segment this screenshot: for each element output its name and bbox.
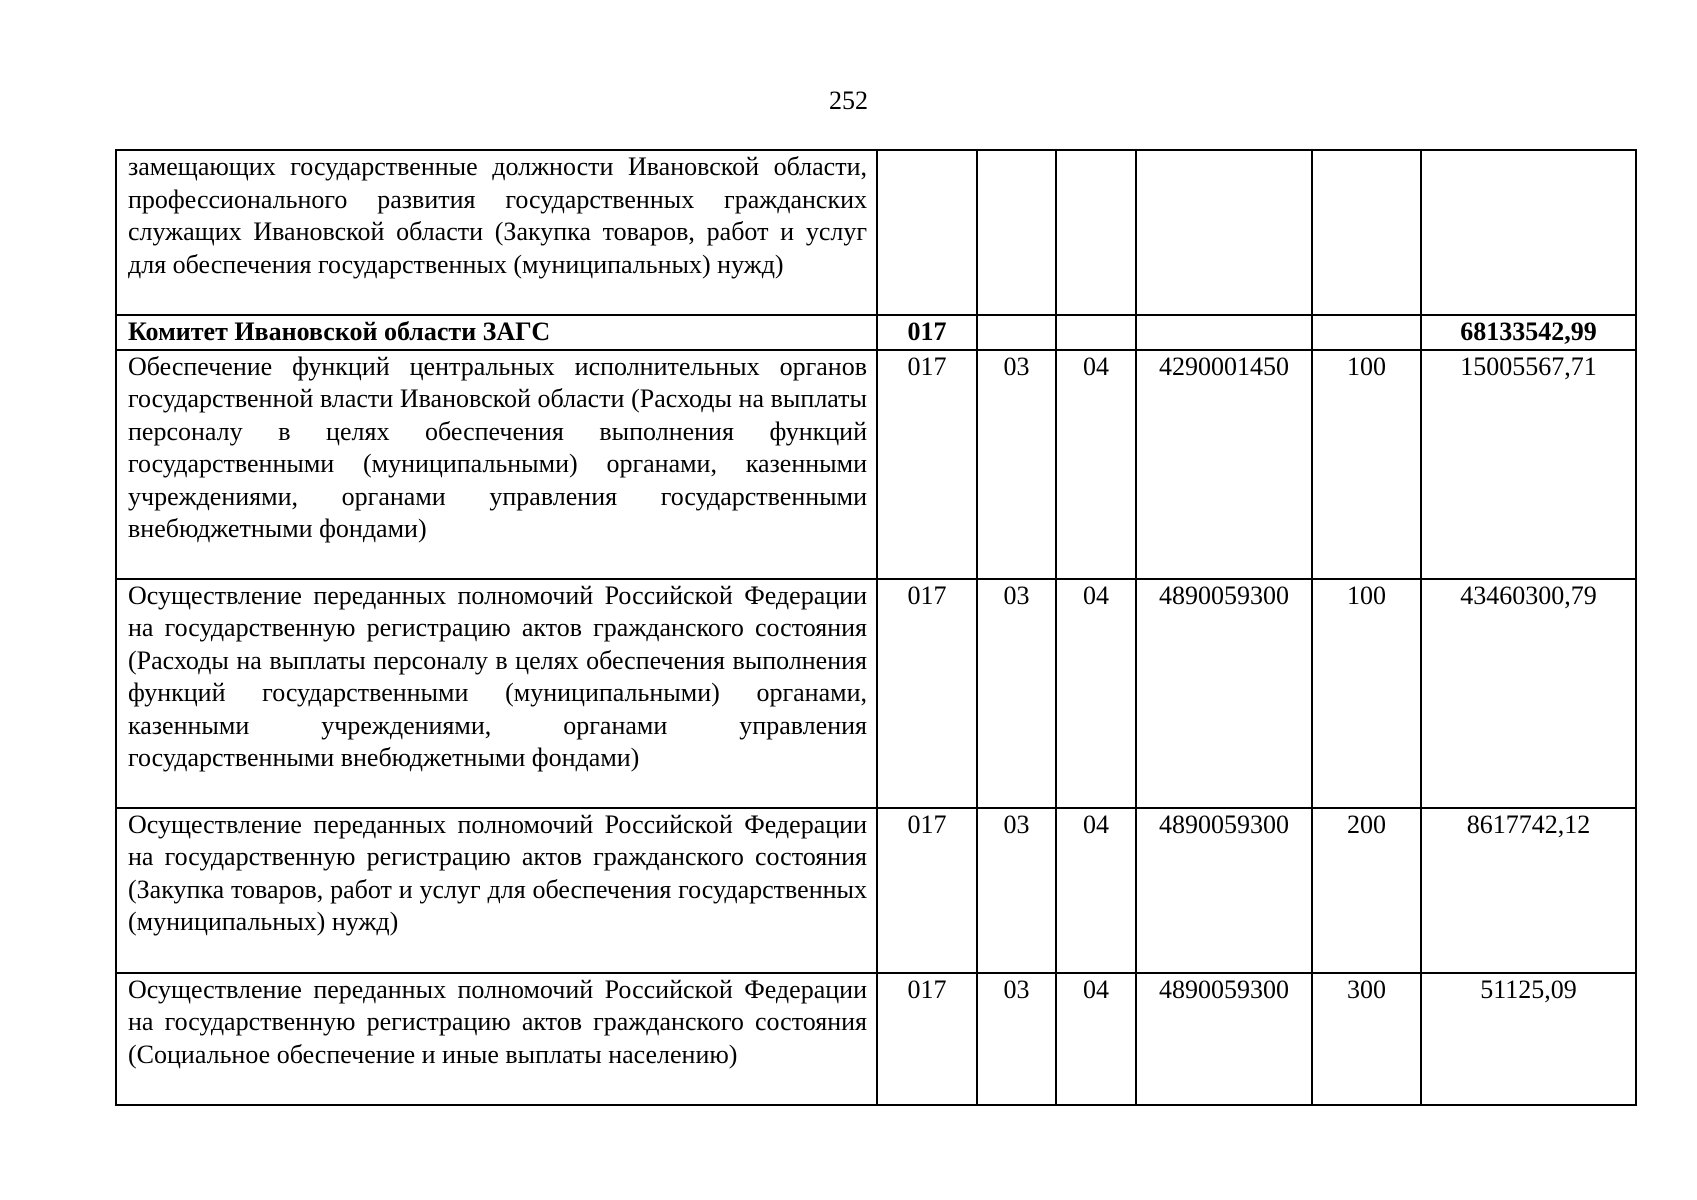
amount-cell: 51125,09: [1421, 973, 1636, 1105]
table-row: [116, 350, 1636, 579]
row-name-cell: Обеспечение функций центральных исполнительных органов государственной власти Ивановской области (Расходы на выплаты персоналу в целях обеспечения выполнения функций государственными (муниципальными) органами, казенными учреждениями, органами управления государственными внебюджетными фондами): [116, 350, 877, 579]
row-name-cell: Комитет Ивановской области ЗАГС: [116, 315, 877, 350]
ved-code-cell: 017: [877, 579, 977, 808]
subsection-code-cell: 04: [1056, 579, 1136, 808]
expense-type-cell: 100: [1312, 579, 1421, 808]
table-row: [116, 150, 1636, 315]
page-number: 252: [829, 86, 868, 115]
expense-type-cell: 200: [1312, 808, 1421, 973]
target-article-cell: 4290001450: [1136, 350, 1312, 579]
subsection-code-cell: 04: [1056, 973, 1136, 1105]
row-name-cell: Осуществление переданных полномочий Российской Федерации на государственную регистрацию актов гражданского состояния (Расходы на выплаты персоналу в целях обеспечения выполнения функций государственными (муниципальными) органами, казенными учреждениями, органами управления государственными внебюджетными фондами): [116, 579, 877, 808]
expense-type-cell: 100: [1312, 350, 1421, 579]
ved-code-cell: 017: [877, 973, 977, 1105]
subsection-code-cell: 04: [1056, 350, 1136, 579]
section-code-cell: 03: [977, 350, 1056, 579]
amount-cell: 15005567,71: [1421, 350, 1636, 579]
table-row: [116, 973, 1636, 1105]
row-name-cell: Осуществление переданных полномочий Российской Федерации на государственную регистрацию актов гражданского состояния (Закупка товаров, работ и услуг для обеспечения государственных (муниципальных) нужд): [116, 808, 877, 973]
target-article-cell: 4890059300: [1136, 579, 1312, 808]
subsection-code-cell: [1056, 315, 1136, 350]
subsection-code-cell: 04: [1056, 808, 1136, 973]
section-code-cell: 03: [977, 973, 1056, 1105]
ved-code-cell: 017: [877, 350, 977, 579]
section-code-cell: 03: [977, 579, 1056, 808]
amount-cell: 43460300,79: [1421, 579, 1636, 808]
ved-code-cell: 017: [877, 808, 977, 973]
expense-type-cell: [1312, 315, 1421, 350]
amount-cell: [1421, 150, 1636, 315]
target-article-cell: [1136, 150, 1312, 315]
ved-code-cell: [877, 150, 977, 315]
row-name-cell: замещающих государственные должности Ивановской области, профессионального развития государственных гражданских служащих Ивановской области (Закупка товаров, работ и услуг для обеспечения государственных (муниципальных) нужд): [116, 150, 877, 315]
amount-cell: 8617742,12: [1421, 808, 1636, 973]
table-row: [116, 579, 1636, 808]
section-code-cell: [977, 150, 1056, 315]
ved-code-cell: 017: [877, 315, 977, 350]
row-name-cell: Осуществление переданных полномочий Российской Федерации на государственную регистрацию актов гражданского состояния (Социальное обеспечение и иные выплаты населению): [116, 973, 877, 1105]
target-article-cell: [1136, 315, 1312, 350]
budget-table: [115, 149, 1637, 1106]
expense-type-cell: 300: [1312, 973, 1421, 1105]
table-row: [116, 808, 1636, 973]
target-article-cell: 4890059300: [1136, 808, 1312, 973]
amount-cell: 68133542,99: [1421, 315, 1636, 350]
subsection-code-cell: [1056, 150, 1136, 315]
target-article-cell: 4890059300: [1136, 973, 1312, 1105]
section-code-cell: [977, 315, 1056, 350]
expense-type-cell: [1312, 150, 1421, 315]
table-row: [116, 315, 1636, 350]
section-code-cell: 03: [977, 808, 1056, 973]
